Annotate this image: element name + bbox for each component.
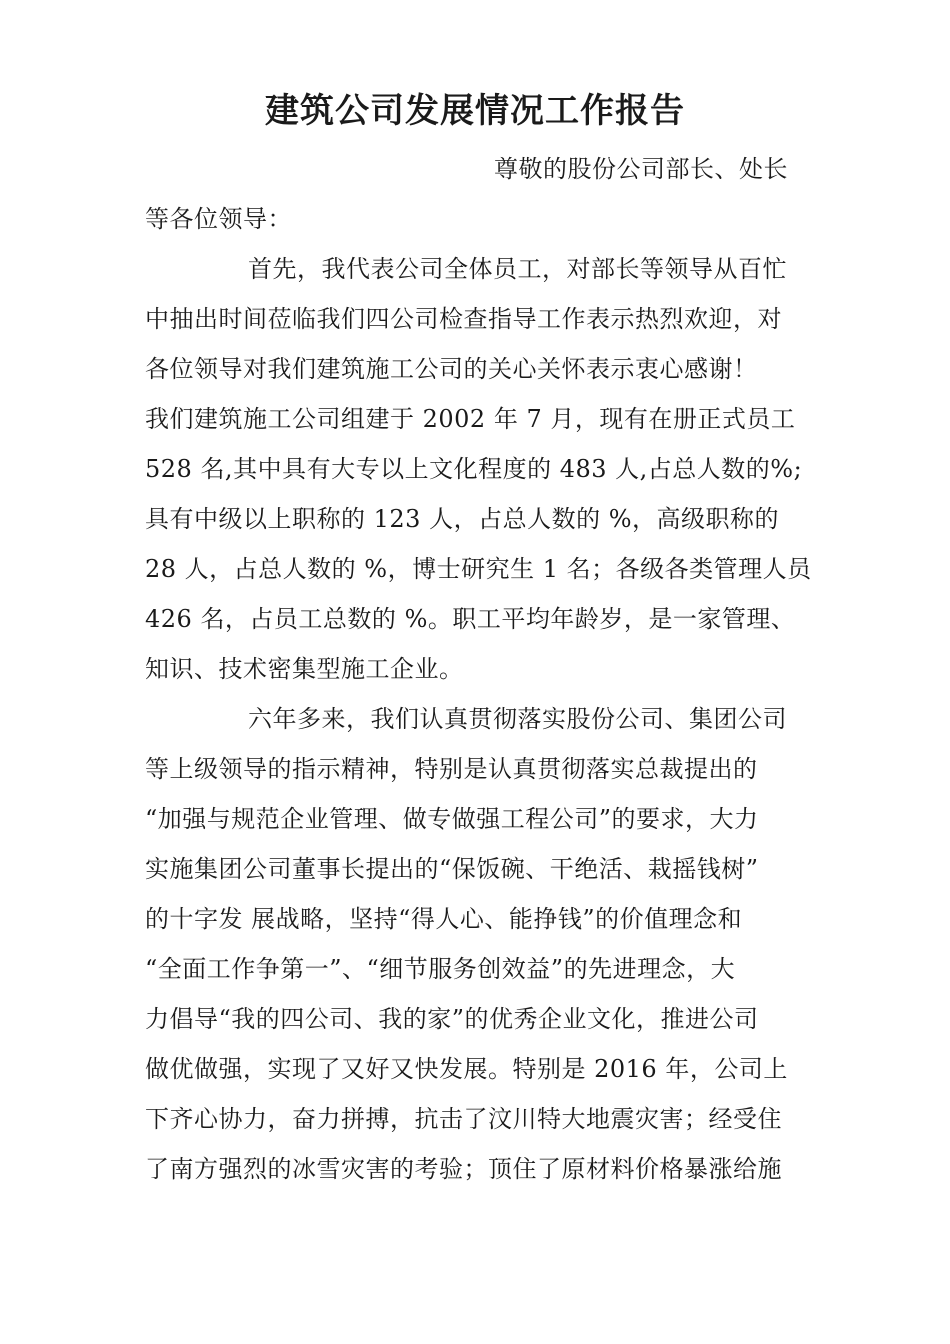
paragraph-2-line-5: 426 名，占员工总数的 %。职工平均年龄岁，是一家管理、 — [145, 605, 796, 633]
paragraph-2-line-1: 我们建筑施工公司组建于 2002 年 7 月，现有在册正式员工 — [145, 405, 796, 433]
paragraph-1-line-1: 首先，我代表公司全体员工，对部长等领导从百忙 — [248, 255, 787, 283]
paragraph-3-line-1: 六年多来，我们认真贯彻落实股份公司、集团公司 — [248, 705, 787, 733]
paragraph-2-line-2: 528 名,其中具有大专以上文化程度的 483 人,占总人数的%; — [145, 455, 803, 483]
paragraph-3-line-3: “加强与规范企业管理、做专做强工程公司”的要求，大力 — [145, 805, 759, 833]
paragraph-3-line-4: 实施集团公司董事长提出的“保饭碗、干绝活、栽摇钱树” — [145, 855, 759, 883]
paragraph-3-line-5: 的十字发 展战略，坚持“得人心、能挣钱”的价值理念和 — [145, 905, 743, 933]
paragraph-3-line-9: 下齐心协力，奋力拼搏，抗击了汶川特大地震灾害；经受住 — [145, 1105, 782, 1133]
salutation-line-1: 尊敬的股份公司部长、处长 — [494, 155, 788, 183]
paragraph-3-line-8: 做优做强，实现了又好又快发展。特别是 2016 年，公司上 — [145, 1055, 788, 1083]
paragraph-2-line-3: 具有中级以上职称的 123 人，占总人数的 %，高级职称的 — [145, 505, 779, 533]
paragraph-2-line-4: 28 人，占总人数的 %，博士研究生 1 名；各级各类管理人员 — [145, 555, 812, 583]
salutation-line-2: 等各位领导： — [145, 205, 292, 233]
paragraph-3-line-7: 力倡导“我的四公司、我的家”的优秀企业文化，推进公司 — [145, 1005, 759, 1033]
paragraph-2-line-6: 知识、技术密集型施工企业。 — [145, 655, 464, 683]
paragraph-3-line-2: 等上级领导的指示精神，特别是认真贯彻落实总裁提出的 — [145, 755, 758, 783]
document-title: 建筑公司发展情况工作报告 — [265, 91, 685, 131]
paragraph-1-line-2: 中抽出时间莅临我们四公司检查指导工作表示热烈欢迎，对 — [145, 305, 782, 333]
paragraph-3-line-10: 了南方强烈的冰雪灾害的考验；顶住了原材料价格暴涨给施 — [145, 1155, 782, 1183]
paragraph-1-line-3: 各位领导对我们建筑施工公司的关心关怀表示衷心感谢！ — [145, 355, 758, 383]
paragraph-3-line-6: “全面工作争第一”、“细节服务创效益”的先进理念，大 — [145, 955, 736, 983]
